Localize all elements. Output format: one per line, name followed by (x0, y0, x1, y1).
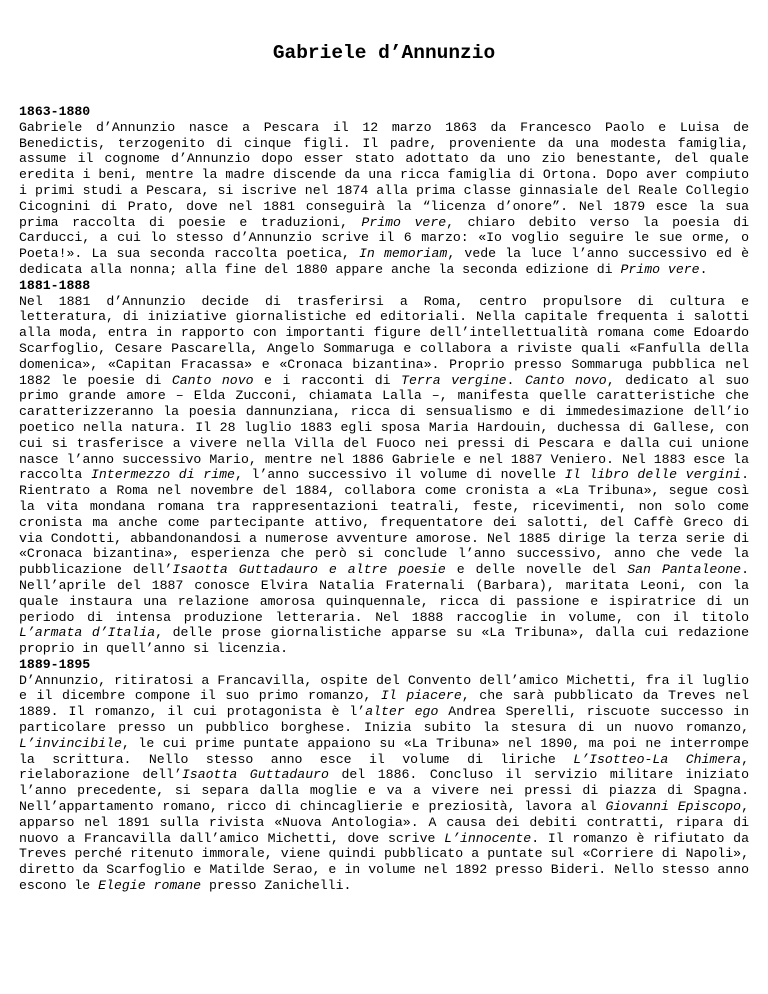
italic-title-run: Primo vere (620, 261, 700, 277)
section-heading: 1863-1880 (19, 104, 91, 119)
text-run: . (699, 261, 708, 277)
italic-title-run: L’armata d’Italia (19, 625, 156, 641)
section-paragraph (19, 673, 749, 894)
italic-title-run: Isaotta Guttadauro e altre poesie (172, 562, 446, 578)
italic-title-run: In memoriam (358, 246, 448, 262)
section-1863-1880 (19, 104, 749, 278)
section-paragraph (19, 294, 749, 657)
text-run: . (506, 372, 525, 388)
italic-title-run: Isaotta Guttadauro (181, 767, 329, 783)
text-run: , delle prose giornalistiche apparse su «La Tribuna», dalla cui redazione proprio in quell’anno si licenzia. (19, 625, 749, 657)
italic-title-run: Intermezzo di rime (90, 467, 235, 483)
text-run: , le cui prime puntate appaiono su «La Tribuna» nel 1890, ma poi ne interrompe la scrittura. Nello stesso anno esce il volume di liriche (19, 735, 749, 767)
document-title: Gabriele d’Annunzio (272, 42, 496, 64)
text-run: , rielaborazione dell’ (19, 751, 750, 783)
italic-title-run: Terra vergine (401, 372, 507, 388)
section-heading: 1881-1888 (19, 277, 91, 293)
italic-title-run: Il libro delle vergini (564, 467, 742, 483)
italic-title-run: Elegie romane (98, 878, 202, 894)
italic-title-run: L’Isotteo-La Chimera (573, 751, 742, 767)
text-run: . Il romanzo è rifiutato da Treves perché ritenuto immorale, viene quindi pubblicato a puntate sul «Corriere di Napoli», diretto da Scarfoglio e Matilde Serao, e in volume nel 1892 presso Bideri. Nello stesso anno escono le (19, 830, 749, 894)
italic-title-run: Canto novo (171, 372, 254, 388)
text-run: Nel 1881 d’Annunzio decide di trasferirsi a Roma, centro propulsore di cultura e letteratura, di iniziative giornalistiche ed editoriali. Nella capitale frequenta i salotti alla moda, entra in rapporto con importanti figure dell’intellettualità romana come Edoardo Scarfoglio, Cesare Pascarella, Angelo Sommaruga e collabora a riviste quali «Fanfulla della domenica», «Capitan Fracassa» e «Cronaca bizantina». Proprio presso Sommaruga pubblica nel 1882 le poesie di (19, 293, 749, 388)
italic-title-run: Canto novo (524, 372, 607, 388)
text-run: e delle novelle del (445, 562, 628, 578)
text-run: e i racconti di (253, 372, 402, 388)
text-run: Gabriele d’Annunzio nasce a Pescara il 12 marzo 1863 da Francesco Paolo e Luisa de Benedictis, terzogenito di cinque figli. Il padre, proveniente da una modesta famiglia, assume il cognome d’Annunzio dopo esser stato adottato da uno zio benestante, del quale eredita i beni, mentre la madre discende da una ricca famiglia di Ortona. Dopo aver compiuto i primi studi a Pescara, si iscrive nel 1874 alla prima classe ginnasiale del Reale Collegio Cicognini di Prato, dove nel 1881 conseguirà la “licenza d’onore”. Nel 1879 esce la sua prima raccolta di poesie e traduzioni, (19, 119, 749, 230)
text-run: , l’anno successivo il volume di novelle (234, 467, 565, 483)
section-paragraph (19, 120, 749, 278)
italic-title-run: Primo vere (361, 214, 447, 230)
text-run: , apparso nel 1891 sulla rivista «Nuova Antologia». A causa dei debiti contratti, ripara di nuovo a Francavilla dall’amico Michetti, dove scrive (19, 799, 749, 846)
italic-title-run: Giovanni Episcopo (605, 799, 742, 815)
section-1881-1888 (19, 278, 749, 657)
italic-title-run: L’invincibile (19, 735, 122, 751)
italic-title-run: alter ego (365, 704, 439, 720)
italic-title-run: Il piacere (380, 688, 462, 704)
text-run: . Nell’aprile del 1887 conosce Elvira Natalia Fraternali (Barbara), maritata Leoni, con la quale instaura una relazione amorosa quinquennale, ricca di passione e ispiratrice di un periodo di intensa produzione letteraria. Nel 1888 raccoglie in volume, con il titolo (19, 562, 749, 625)
text-run: , vede la luce l’anno successivo ed è dedicata alla nonna; alla fine del 1880 appare anche la seconda edizione di (19, 246, 749, 277)
document-page (19, 42, 749, 894)
text-run: D’Annunzio, ritiratosi a Francavilla, ospite del Convento dell’amico Michetti, fra il luglio e il dicembre compone il suo primo romanzo, (19, 672, 749, 704)
text-run: , che sarà pubblicato da Treves nel 1889. Il romanzo, il cui protagonista è l’ (19, 688, 749, 720)
text-run: Andrea Sperelli, riscuote successo in particolare presso un pubblico borghese. Inizia subito la stesura di un nuovo romanzo, (19, 704, 749, 736)
text-run: , dedicato al suo primo grande amore – Elda Zucconi, chiamata Lalla –, manifesta quelle caratteristiche che caratterizzeranno la poesia dannunziana, ricca di sensualismo e di immedesimazione dell’io poetico nella natura. Il 28 luglio 1883 egli sposa Maria Hardouin, duchessa di Gallese, con cui si trasferisce a vivere nella Villa del Fuoco nei pressi di Pescara e dalla cui unione nasce l’anno successivo Mario, mentre nel 1886 Gabriele e nel 1887 Veniero. Nel 1883 esce la raccolta (19, 372, 749, 483)
text-run: . Rientrato a Roma nel novembre del 1884, collabora come cronista a «La Tribuna», segue così la vita mondana romana tra rappresentazioni teatrali, feste, ricevimenti, non solo come cronista ma anche come partecipante attivo, frequentatore dei salotti, del Caffè Greco di via Condotti, abbandonandosi a numerose avventure amorose. Nel 1885 dirige la terza serie di «Cronaca bizantina», esperienza che però si conclude l’anno successivo, anno che vede la pubblicazione dell’ (19, 467, 749, 578)
text-run: del 1886. Concluso il servizio militare iniziato l’anno precedente, si separa dalla moglie e va a vivere nei pressi di piazza di Spagna. Nell’appartamento romano, ricco di chincaglierie e preziosità, lavora al (19, 767, 749, 815)
italic-title-run: San Pantaleone (627, 562, 742, 578)
italic-title-run: L’innocente (444, 830, 532, 846)
text-run: , chiaro debito verso la poesia di Carducci, a cui lo stesso d’Annunzio scrive il 6 marzo: «Io voglio seguire le sue orme, o Poeta!». La sua seconda raccolta poetica, (19, 214, 749, 262)
text-run: presso Zanichelli. (201, 878, 352, 894)
section-heading: 1889-1895 (19, 656, 91, 672)
section-1889-1895 (19, 657, 749, 894)
